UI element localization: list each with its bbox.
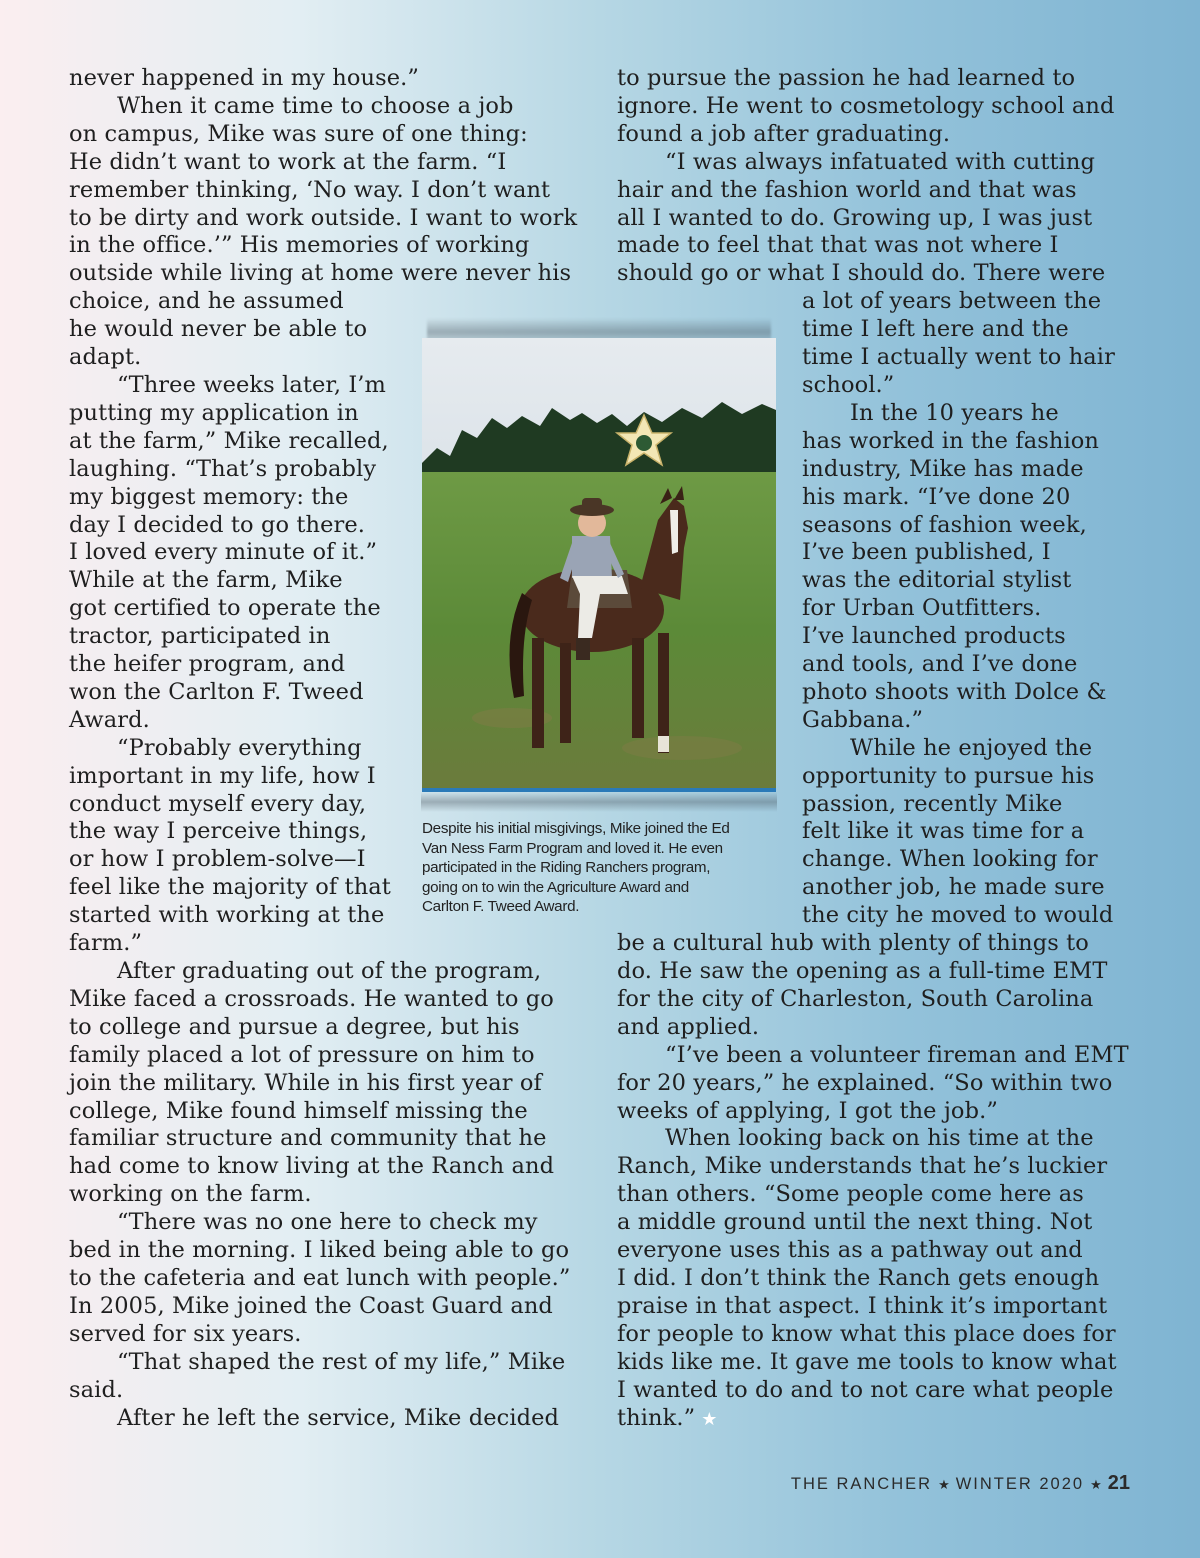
text-line: day I decided to go there.: [69, 511, 366, 538]
text-line: “That shaped the rest of my life,” Mike: [117, 1348, 566, 1375]
text-line: for the city of Charleston, South Carolina: [617, 985, 1094, 1012]
text-line: should go or what I should do. There were: [617, 260, 1106, 287]
photo-shadow-bottom: [421, 792, 777, 812]
text-line: I loved every minute of it.”: [69, 539, 378, 566]
text-line: familiar structure and community that he: [69, 1125, 547, 1152]
text-line: in the office.’” His memories of working: [69, 232, 530, 259]
text-line: has worked in the fashion: [802, 427, 1100, 454]
text-line: a middle ground until the next thing. Not: [617, 1209, 1093, 1236]
text-line: to pursue the passion he had learned to: [617, 65, 1076, 91]
text-line: opportunity to pursue his: [802, 762, 1095, 789]
text-line: I’ve launched products: [802, 623, 1066, 650]
text-line: and tools, and I’ve done: [802, 651, 1078, 678]
text-line: “I’ve been a volunteer fireman and EMT: [665, 1041, 1129, 1068]
text-line: adapt.: [69, 344, 142, 371]
text-line: for 20 years,” he explained. “So within two: [617, 1069, 1113, 1096]
photo-frame: [421, 318, 777, 792]
caption-line: Despite his initial misgivings, Mike joined the Ed: [422, 820, 730, 837]
text-line: In the 10 years he: [850, 399, 1059, 426]
text-line: the city he moved to would: [802, 902, 1114, 929]
text-line: Award.: [69, 706, 150, 733]
caption-line: Carlton F. Tweed Award.: [422, 898, 580, 915]
text-line: to the cafeteria and eat lunch with people.”: [69, 1264, 571, 1291]
caption-line: participated in the Riding Ranchers program,: [422, 859, 711, 876]
text-line: I did. I don’t think the Ranch gets enough: [617, 1264, 1100, 1291]
text-line: working on the farm.: [69, 1181, 312, 1208]
text-line: bed in the morning. I liked being able to go: [69, 1237, 570, 1264]
text-line: started with working at the: [69, 902, 385, 929]
text-line: “Three weeks later, I’m: [117, 371, 386, 398]
text-line: school.”: [802, 371, 895, 398]
text-line: and applied.: [617, 1013, 760, 1040]
text-line: seasons of fashion week,: [802, 511, 1087, 538]
publication-name: THE RANCHER: [790, 1475, 933, 1493]
text-line: a lot of years between the: [802, 288, 1102, 315]
text-line: time I actually went to hair: [802, 344, 1115, 371]
text-line: photo shoots with Dolce &: [802, 678, 1107, 705]
text-line: praise in that aspect. I think it’s important: [617, 1292, 1108, 1319]
text-line: won the Carlton F. Tweed: [69, 678, 364, 705]
text-line: “I was always infatuated with cutting: [665, 148, 1096, 175]
text-line: important in my life, how I: [69, 762, 376, 789]
text-line: family placed a lot of pressure on him to: [69, 1041, 535, 1068]
text-line: or how I problem-solve—I: [69, 846, 366, 873]
text-line: I wanted to do and to not care what people: [617, 1376, 1114, 1403]
text-line: my biggest memory: the: [69, 483, 349, 510]
star-separator-icon: ★: [938, 1477, 950, 1492]
issue-label: WINTER 2020: [955, 1475, 1085, 1493]
text-line: Mike faced a crossroads. He wanted to go: [69, 985, 554, 1012]
text-line: at the farm,” Mike recalled,: [69, 427, 389, 454]
horse-rider-photo: [422, 338, 776, 788]
text-line: than others. “Some people come here as: [617, 1181, 1084, 1208]
text-line: weeks of applying, I got the job.”: [617, 1097, 998, 1124]
text-line: “Probably everything: [117, 734, 362, 761]
text-line: felt like it was time for a: [802, 818, 1085, 845]
text-line: had come to know living at the Ranch and: [69, 1153, 555, 1180]
star-separator-icon: ★: [1090, 1477, 1102, 1492]
text-line: never happened in my house.”: [69, 65, 420, 91]
caption-line: Van Ness Farm Program and loved it. He even: [422, 839, 723, 857]
text-line: When looking back on his time at the: [665, 1125, 1094, 1152]
text-line: the heifer program, and: [69, 651, 346, 678]
text-line: join the military. While in his first year of: [69, 1069, 542, 1096]
text-line: passion, recently Mike: [802, 790, 1063, 817]
text-line: he would never be able to: [69, 316, 368, 343]
text-line: remember thinking, ‘No way. I don’t want: [69, 176, 551, 203]
text-line: be a cultural hub with plenty of things to: [617, 930, 1089, 957]
text-line: change. When looking for: [802, 846, 1098, 873]
text-line: for Urban Outfitters.: [802, 595, 1042, 622]
text-line: After he left the service, Mike decided: [117, 1404, 560, 1431]
text-line: found a job after graduating.: [617, 120, 951, 147]
photo: [422, 338, 776, 792]
text-line: made to feel that that was not where I: [617, 232, 1059, 259]
caption-line: going on to win the Agriculture Award and: [422, 878, 689, 896]
text-line: all I wanted to do. Growing up, I was just: [617, 204, 1093, 231]
text-line: time I left here and the: [802, 316, 1069, 343]
text-line: farm.”: [69, 930, 143, 957]
text-line: putting my application in: [69, 399, 359, 426]
text-line: college, Mike found himself missing the: [69, 1097, 528, 1124]
text-line: While he enjoyed the: [850, 734, 1093, 761]
text-line: tractor, participated in: [69, 623, 331, 650]
text-line: While at the farm, Mike: [69, 567, 343, 594]
text-line: said.: [69, 1376, 124, 1403]
text-line: served for six years.: [69, 1320, 302, 1347]
text-line: Ranch, Mike understands that he’s luckier: [617, 1153, 1108, 1180]
page-number: 21: [1107, 1472, 1130, 1494]
photo-caption: [422, 819, 778, 917]
text-line: conduct myself every day,: [69, 790, 367, 817]
text-line: ignore. He went to cosmetology school and: [617, 92, 1115, 119]
text-line: to be dirty and work outside. I want to work: [69, 204, 578, 231]
text-line: on campus, Mike was sure of one thing:: [69, 120, 528, 147]
text-line: When it came time to choose a job: [117, 92, 514, 119]
text-line: industry, Mike has made: [802, 455, 1084, 482]
text-line: the way I perceive things,: [69, 818, 368, 845]
text-line: his mark. “I’ve done 20: [802, 483, 1071, 510]
text-line: After graduating out of the program,: [117, 958, 542, 984]
text-line: Gabbana.”: [802, 706, 924, 733]
text-line: laughing. “That’s probably: [69, 455, 377, 482]
text-line: hair and the fashion world and that was: [617, 176, 1077, 203]
text-line: outside while living at home were never his: [69, 260, 572, 287]
text-line: In 2005, Mike joined the Coast Guard and: [69, 1292, 553, 1319]
page-footer: [791, 1472, 1130, 1495]
text-line: for people to know what this place does for: [617, 1320, 1116, 1347]
text-line: kids like me. It gave me tools to know what: [617, 1348, 1117, 1375]
text-line: do. He saw the opening as a full-time EMT: [617, 958, 1108, 984]
text-line: “There was no one here to check my: [117, 1209, 538, 1236]
text-line: He didn’t want to work at the farm. “I: [69, 148, 507, 175]
text-line: was the editorial stylist: [802, 567, 1072, 594]
text-line: I’ve been published, I: [802, 539, 1051, 566]
text-line-last: [617, 1405, 1137, 1434]
text-line: got certified to operate the: [69, 595, 381, 622]
text-line: choice, and he assumed: [69, 288, 344, 315]
text-line: feel like the majority of that: [69, 874, 391, 901]
end-star-icon: ★: [701, 1408, 718, 1430]
text-line: think.”: [617, 1404, 696, 1431]
text-line: to college and pursue a degree, but his: [69, 1013, 520, 1040]
text-line: everyone uses this as a pathway out and: [617, 1237, 1083, 1264]
text-line: another job, he made sure: [802, 874, 1105, 901]
